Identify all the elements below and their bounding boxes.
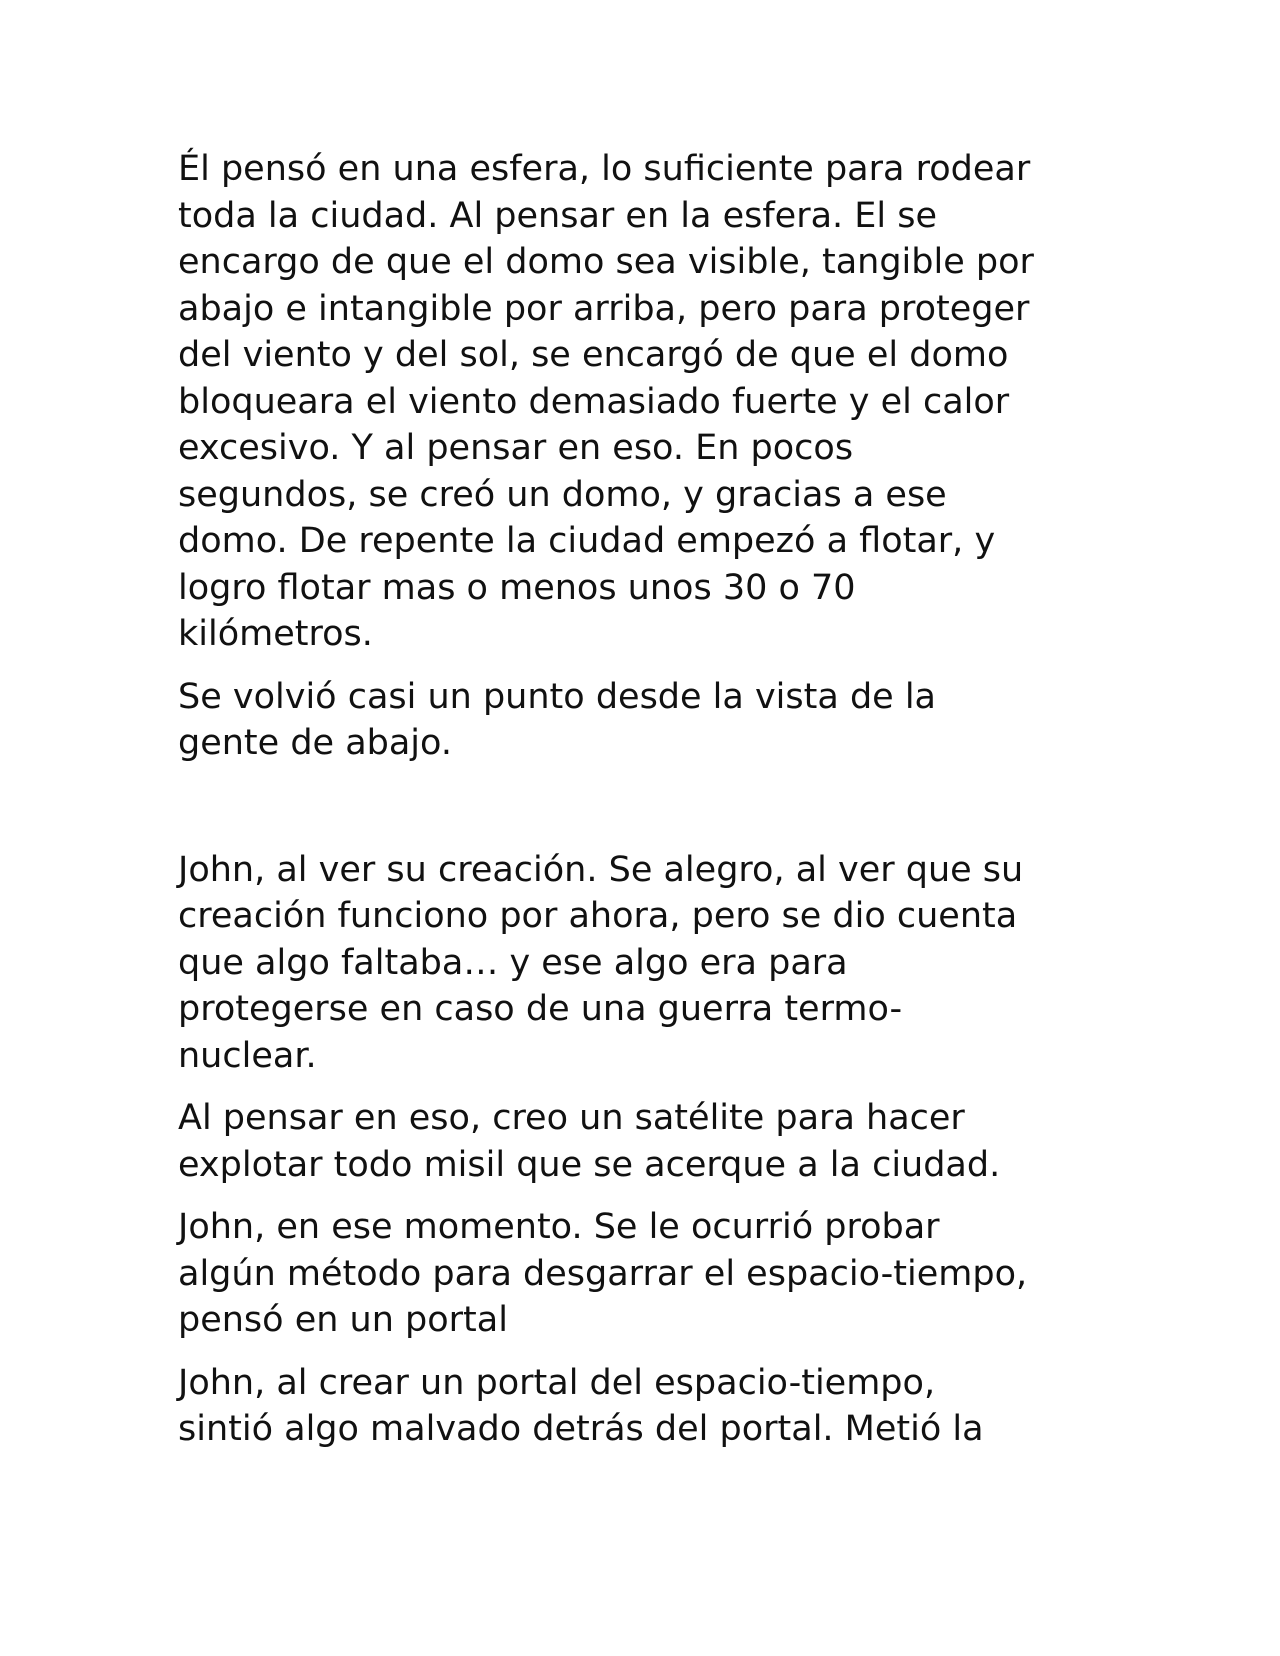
text-line: abajo e intangible por arriba, pero para proteger	[178, 288, 1030, 329]
text-line: creación funciono por ahora, pero se dio cuenta	[178, 896, 1018, 936]
text-line: kilómetros.	[178, 614, 373, 654]
text-line: Al pensar en eso, creo un satélite para hacer	[178, 1098, 965, 1138]
paragraph-portal	[178, 1360, 1118, 1453]
paragraph-spacer	[178, 658, 1118, 674]
text-line: John, al ver su creación. Se alegro, al ver que su	[178, 849, 1024, 890]
paragraph-punto	[178, 674, 1118, 767]
paragraph-spacer	[178, 1188, 1118, 1204]
text-line: gente de abajo.	[178, 723, 452, 763]
text-line: toda la ciudad. Al pensar en la esfera. El se	[178, 195, 938, 236]
paragraph-spacer	[178, 1344, 1118, 1360]
text-line: Él pensó en una esfera, lo suficiente para rodear	[178, 149, 1031, 189]
paragraph-esfera	[178, 146, 1118, 658]
text-line: del viento y del sol, se encargó de que el domo	[178, 335, 1009, 375]
text-line: protegerse en caso de una guerra termo-	[178, 989, 903, 1029]
text-line: segundos, se creó un domo, y gracias a ese	[178, 474, 947, 515]
text-line: excesivo. Y al pensar en eso. En pocos	[178, 428, 854, 468]
paragraph-satelite	[178, 1095, 1118, 1188]
text-line: John, en ese momento. Se le ocurrió probar	[178, 1207, 940, 1247]
paragraph-metodo	[178, 1204, 1118, 1344]
text-line: algún método para desgarrar el espacio-tiempo,	[178, 1253, 1028, 1294]
text-line: nuclear.	[178, 1035, 317, 1076]
paragraph-spacer	[178, 1079, 1118, 1095]
text-line: encargo de que el domo sea visible, tangible por	[178, 242, 1034, 282]
text-line: que algo faltaba… y ese algo era para	[178, 942, 848, 983]
paragraph-creacion	[178, 847, 1118, 1080]
text-line: bloqueara el viento demasiado fuerte y el calor	[178, 381, 1010, 422]
text-line: pensó en un portal	[178, 1300, 508, 1340]
text-line: logro flotar mas o menos unos 30 o 70	[178, 567, 856, 608]
text-line: explotar todo misil que se acerque a la ciudad.	[178, 1144, 1001, 1185]
document-body	[178, 146, 1118, 1453]
text-line: Se volvió casi un punto desde la vista de la	[178, 676, 936, 717]
text-line: sintió algo malvado detrás del portal. Metió la	[178, 1409, 984, 1449]
text-line: John, al crear un portal del espacio-tiempo,	[178, 1362, 936, 1403]
text-line: domo. De repente la ciudad empezó a flotar, y	[178, 521, 996, 561]
section-spacer	[178, 767, 1118, 847]
